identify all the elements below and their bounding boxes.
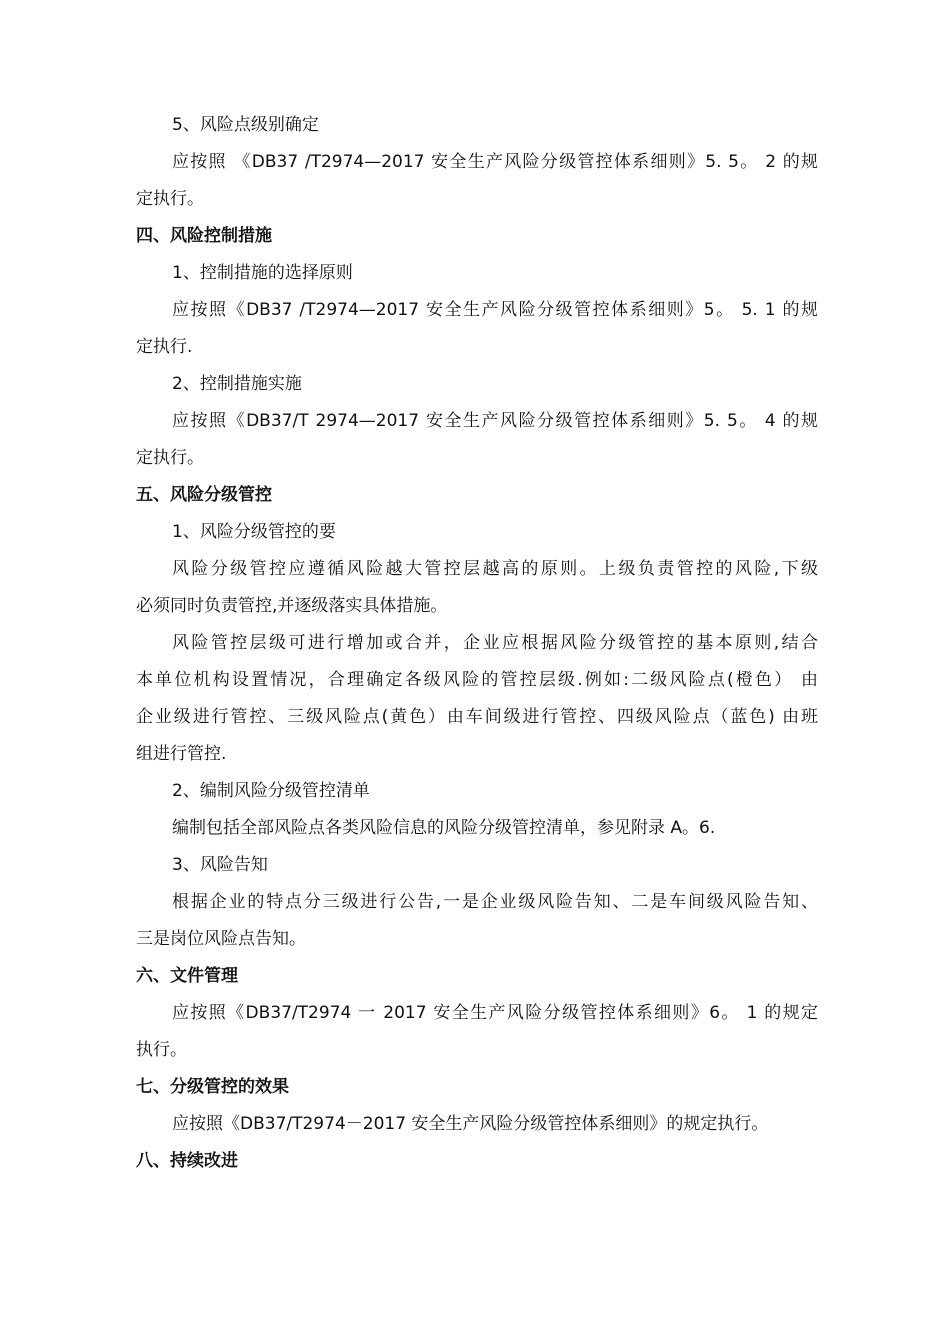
paragraph-line: 应按照《DB37 /T2974—2017 安全生产风险分级管控体系细则》5。 5. 1 的规	[172, 300, 818, 320]
paragraph-line: 应按照《DB37/T2974 一 2017 安全生产风险分级管控体系细则》6。 1 的规定	[172, 1003, 818, 1023]
sub-heading: 2、控制措施实施	[172, 374, 302, 394]
paragraph-line: 应按照 《DB37 /T2974—2017 安全生产风险分级管控体系细则》5. 5。 2 的规	[172, 152, 818, 172]
paragraph-line: 定执行.	[136, 337, 193, 357]
section-heading-7: 七、分级管控的效果	[136, 1077, 289, 1097]
sub-heading: 1、风险分级管控的要	[172, 522, 336, 542]
section-heading-4: 四、风险控制措施	[136, 226, 272, 246]
sub-heading: 1、控制措施的选择原则	[172, 263, 353, 283]
paragraph-line: 根据企业的特点分三级进行公告,一是企业级风险告知、二是车间级风险告知、	[172, 892, 818, 912]
sub-heading-risk-level: 5、风险点级别确定	[172, 115, 319, 135]
section-heading-6: 六、文件管理	[136, 966, 238, 986]
section-heading-5: 五、风险分级管控	[136, 485, 272, 505]
paragraph-line: 应按照《DB37/T2974－2017 安全生产风险分级管控体系细则》的规定执行。	[172, 1114, 769, 1134]
sub-heading: 2、编制风险分级管控清单	[172, 781, 370, 801]
paragraph-line: 企业级进行管控、三级风险点(黄色）由车间级进行管控、四级风险点（蓝色) 由班	[136, 707, 818, 727]
paragraph-line: 应按照《DB37/T 2974—2017 安全生产风险分级管控体系细则》5. 5。 4 的规	[172, 411, 818, 431]
paragraph-line: 风险管控层级可进行增加或合并，企业应根据风险分级管控的基本原则,结合	[172, 633, 818, 653]
sub-heading: 3、风险告知	[172, 855, 268, 875]
paragraph-line: 编制包括全部风险点各类风险信息的风险分级管控清单，参见附录 A。6.	[172, 818, 716, 838]
paragraph-line: 定执行。	[136, 189, 204, 209]
paragraph-line: 三是岗位风险点告知。	[136, 929, 306, 949]
paragraph-line: 本单位机构设置情况，合理确定各级风险的管控层级.例如:二级风险点(橙色） 由	[136, 670, 818, 690]
section-heading-8: 八、持续改进	[136, 1151, 238, 1171]
paragraph-line: 执行。	[136, 1040, 187, 1060]
paragraph-line: 必须同时负责管控,并逐级落实具体措施。	[136, 596, 448, 616]
paragraph-line: 定执行。	[136, 448, 204, 468]
paragraph-line: 组进行管控.	[136, 744, 227, 764]
paragraph-line: 风险分级管控应遵循风险越大管控层越高的原则。上级负责管控的风险,下级	[172, 559, 818, 579]
